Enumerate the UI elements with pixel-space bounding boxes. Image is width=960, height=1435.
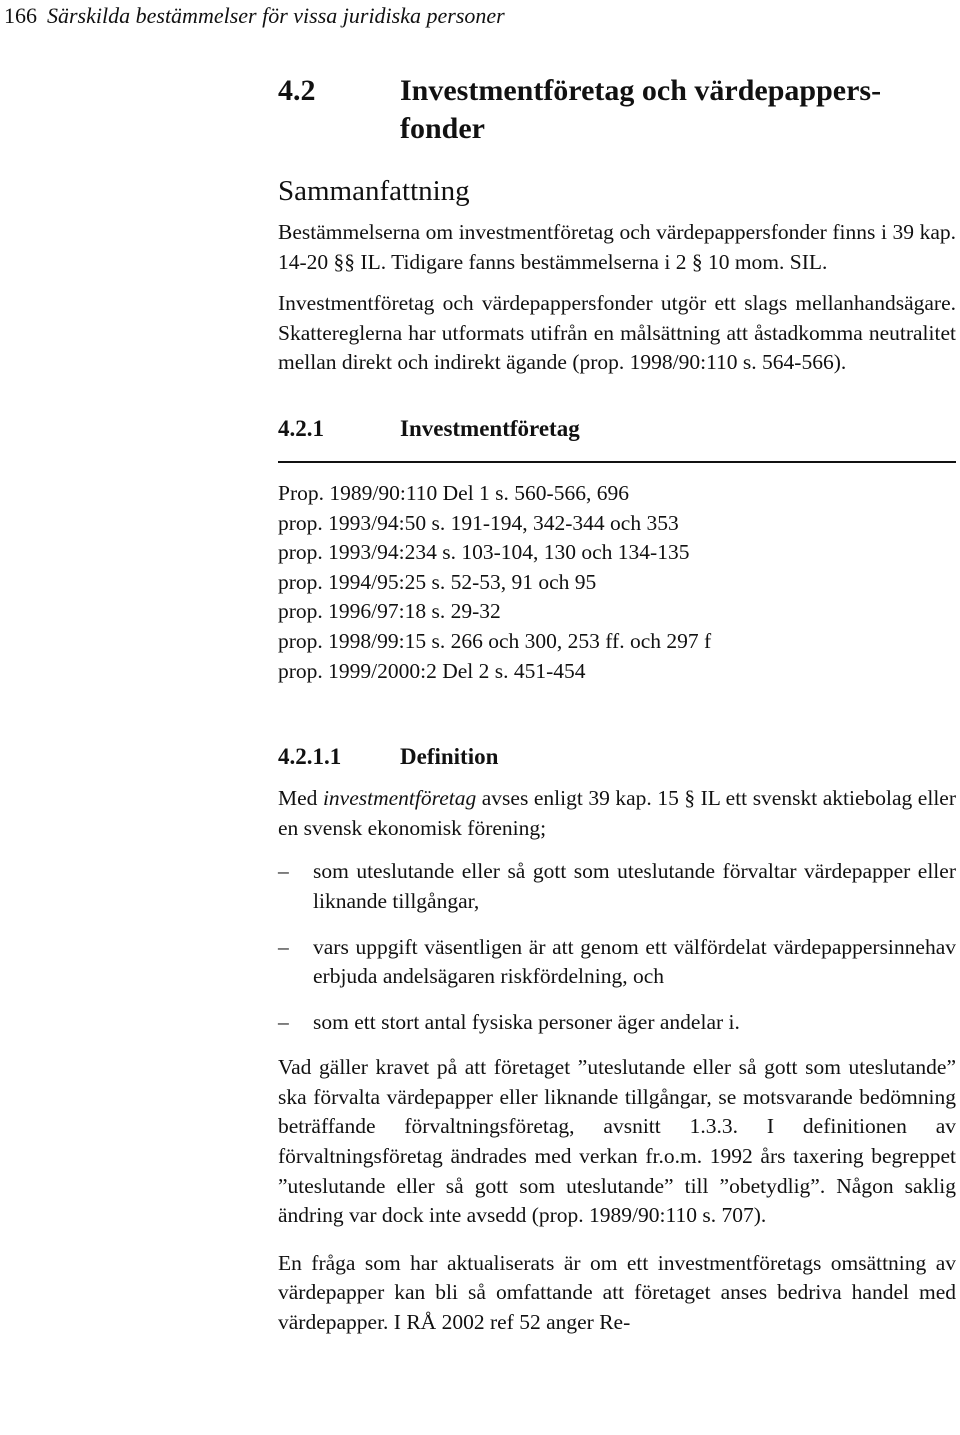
subsection-title: Investmentföretag: [400, 415, 580, 441]
definition-number: 4.2.1.1: [278, 744, 342, 770]
running-title: Särskilda bestämmelser för vissa juridiska personer: [47, 3, 505, 28]
list-item: [278, 1008, 956, 1038]
summary-text-a: Bestämmelserna om investmentföretag och värdepappersfonder finns i 39 kap. 14-20: [278, 220, 956, 274]
list-item-text: som ett stort antal fysiska personer äger andelar i.: [313, 1009, 740, 1034]
page-content: [278, 72, 956, 1338]
dash-bullet-icon: –: [278, 934, 289, 959]
list-item: [278, 933, 956, 992]
definition-paragraph-2: En fråga som har aktualiserats är om ett investmentföretags omsättning av värdepapper kan bli så omfattande att företaget anses bedriva handel med värdepapper. I RÅ 2002 ref 52 anger Re-: [278, 1250, 956, 1335]
definition-intro: [278, 784, 956, 843]
dash-bullet-icon: –: [278, 859, 289, 884]
summary-text-c: 10 mom. SIL.: [702, 249, 828, 274]
reference-item: Prop. 1989/90:110 Del 1 s. 560-566, 696: [278, 480, 629, 505]
definition-criteria-list: [278, 857, 956, 1037]
list-item-text: som uteslutande eller så gott som uteslutande förvaltar värdepapper eller liknande tillgångar,: [313, 859, 956, 913]
definition-title: Definition: [400, 744, 499, 770]
reference-item: prop. 1996/97:18 s. 29-32: [278, 599, 501, 624]
reference-item: prop. 1998/99:15 s. 266 och 300, 253 ff. och 297 f: [278, 628, 712, 653]
reference-item: prop. 1993/94:234 s. 103-104, 130 och 134-135: [278, 540, 690, 565]
section-sign-icon: §§: [333, 249, 356, 274]
section-heading: [278, 72, 956, 148]
definition-intro-b: avses enligt 39 kap. 15: [476, 786, 685, 811]
list-item-text: vars uppgift väsentligen är att genom ett välfördelat värdepappersinnehav erbjuda andelsägaren riskfördelning, och: [313, 934, 956, 989]
subsection-number: 4.2.1: [278, 415, 324, 441]
dash-bullet-icon: –: [278, 1009, 289, 1034]
definition-intro-a: Med: [278, 786, 323, 811]
section-sign-icon: §: [684, 786, 696, 811]
running-head: [4, 2, 505, 30]
section-title-line-1: Investmentföretag och värdepappers-: [400, 74, 882, 107]
summary-heading: Sammanfattning: [278, 175, 470, 207]
page-number: 166: [4, 3, 37, 28]
definition-heading: [278, 742, 956, 772]
summary-paragraph-1: [278, 218, 956, 277]
definition-paragraph-1: Vad gäller kravet på att företaget ”uteslutande eller så gott som uteslutande” ska förvalta värdepapper eller liknande tillgångar, se motsvarande bedömning beträffande förvaltningsföretag, avsnitt 1.3.3. I definitionen av förvaltningsföretag ändrades med verkan fr.o.m. 1992 års taxering begreppet ”uteslutande eller så gott som uteslutande” till ”obetydlig”. Någon saklig ändring var dock inte avsedd (prop. 1989/90:110 s. 707).: [278, 1055, 956, 1228]
definition-term: investmentföretag: [322, 786, 477, 811]
horizontal-rule: [278, 461, 956, 463]
reference-item: prop. 1999/2000:2 Del 2 s. 451-454: [278, 658, 586, 683]
reference-item: prop. 1994/95:25 s. 52-53, 91 och 95: [278, 569, 597, 594]
list-item: [278, 857, 956, 916]
subsection-heading: [278, 414, 956, 444]
section-title-line-2: fonder: [400, 112, 485, 145]
summary-text-b: IL. Tidigare fanns bestämmelserna i 2: [355, 249, 692, 274]
section-number: 4.2: [278, 74, 316, 107]
reference-list: [278, 479, 956, 686]
summary-paragraph-2: Investmentföretag och värdepappersfonder utgör ett slags mellanhandsägare. Skattereglerna har utformats utifrån en målsättning att åstadkomma neutralitet mellan direkt och indirekt ägande (prop. 1998/90:110 s. 564-566).: [278, 291, 956, 375]
definition-intro-c: IL ett svenskt aktiebolag eller en svensk ekonomisk förening;: [278, 786, 956, 840]
reference-item: prop. 1993/94:50 s. 191-194, 342-344 och 353: [278, 510, 679, 535]
section-sign-icon: §: [691, 249, 703, 274]
